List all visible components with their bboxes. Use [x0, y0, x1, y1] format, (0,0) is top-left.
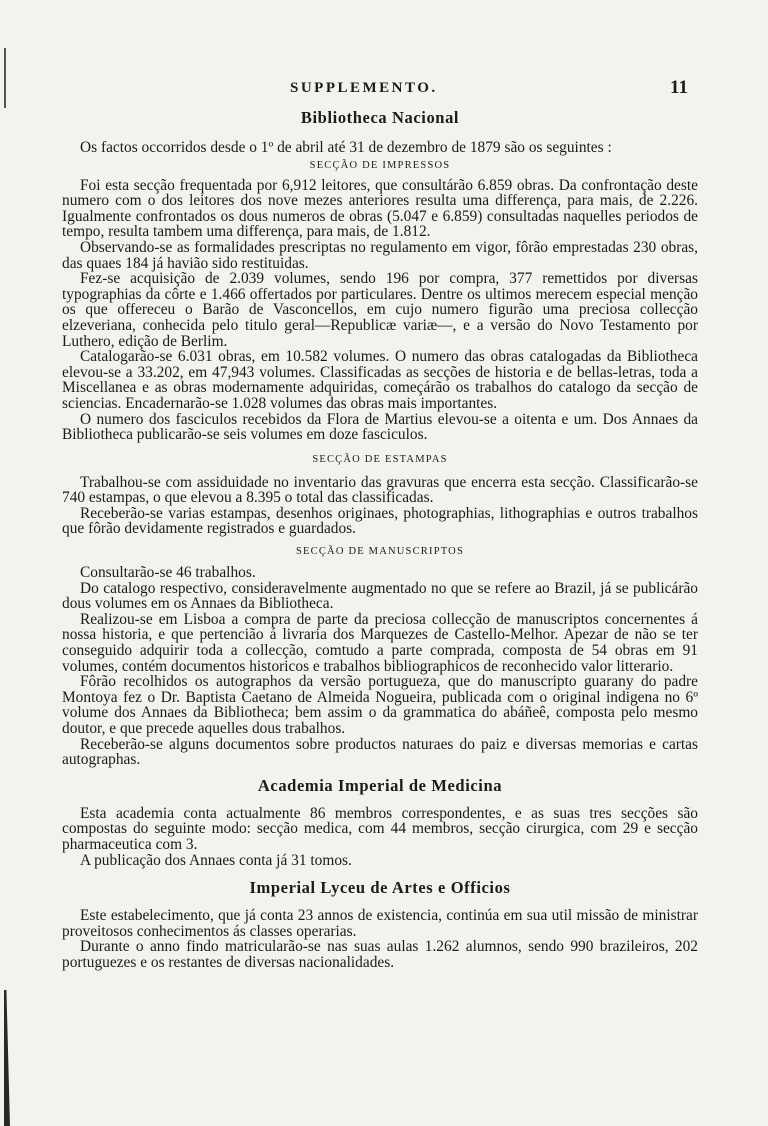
paragraph: Do catalogo respectivo, consideravelmente augmentado no que se refere ao Brazil, já se publicárão dous volumes em os Annaes da Bibliotheca.	[62, 579, 698, 613]
section-title-academia: Academia Imperial de Medicina	[257, 775, 503, 795]
running-header: SUPPLEMENTO.	[290, 80, 438, 96]
subheading-impressos: SECÇÃO DE IMPRESSOS	[309, 159, 451, 171]
paragraph: Observando-se as formalidades prescriptas no regulamento em vigor, fôrão emprestadas 230 obras, das quaes 184 já havião sido restituidas.	[62, 238, 698, 272]
section-bibliotheca-nacional	[62, 108, 698, 768]
page-number: 11	[670, 77, 688, 98]
paragraph: Receberão-se varias estampas, desenhos originaes, photographias, lithographias e outros trabalhos que fôrão devidamente registrados e guardados.	[62, 504, 698, 538]
binding-edge-mark-top	[4, 48, 6, 108]
page-content	[62, 108, 698, 971]
paragraph: Trabalhou-se com assiduidade no inventario das gravuras que encerra esta secção. Classificarão-se 740 estampas, o que elevou a 8.395 o total das classificadas.	[62, 473, 698, 507]
paragraph: Esta academia conta actualmente 86 membros correspondentes, e as suas tres secções são compostas do seguinte modo: secção medica, com 44 membros, secção cirurgica, com 29 e secção pharmaceutica com 3.	[62, 804, 698, 853]
paragraph: Consultarão-se 46 trabalhos.	[80, 564, 256, 582]
section-title-lyceu: Imperial Lyceu de Artes e Officios	[249, 878, 511, 898]
paragraph: Realizou-se em Lisboa a compra de parte da preciosa collecção de manuscriptos concernentes á nossa historia, e que pertencião á livraria dos Marquezes de Castello-Melhor. Apezar de não se ter conseguido adquirir toda a collecção, comtudo a parte comprada, composta de 54 obras em 91 volumes, contém documentos historicos e trabalhos bibliographicos de reconhecido valor litterario.	[62, 610, 698, 675]
paragraph: Catalogarão-se 6.031 obras, em 10.582 volumes. O numero das obras catalogadas da Bibliotheca elevou-se a 33.202, em 47,943 volumes. Classificadas as secções de historia e de bellas-letras, toda a Miscellanea e as obras modernamente adquiridas, começárão os trabalhos do catalogo da secção de sciencias. Encadernarão-se 1.028 volumes das obras mais importantes.	[62, 348, 698, 412]
section-title-bibliotheca: Bibliotheca Nacional	[300, 108, 460, 127]
paragraph: Fôrão recolhidos os autographos da versão portugueza, que do manuscripto guarany do padre Montoya fez o Dr. Baptista Caetano de Almeida Nogueira, publicada com o original indigena no 6º volume dos Annaes da Bibliotheca; bem assim o da grammatica do abáñeê, composta pelo mesmo doutor, e que precede aquelles dous trabalhos.	[62, 673, 698, 737]
paragraph: O numero dos fasciculos recebidos da Flora de Martius elevou-se a oitenta e um. Dos Annaes da Bibliotheca publicarão-se seis volumes em doze fasciculos.	[62, 410, 698, 444]
section-academia-imperial	[62, 776, 698, 868]
paragraph: Foi esta secção frequentada por 6,912 leitores, que consultárão 6.859 obras. Da confrontação deste numero com o dos leitores dos nove mezes anteriores resulta uma differença, para mais, de 2.226. Igualmente confrontados os dous numeros de obras (5.047 e 6.859) consultadas naquelles periodos de tempo, resulta tambem uma differença, para mais, de 1.812.	[62, 176, 698, 241]
paragraph: Receberão-se alguns documentos sobre productos naturaes do paiz e diversas memorias e cartas autographas.	[62, 735, 698, 769]
subheading-estampas: SECÇÃO DE ESTAMPAS	[312, 453, 448, 465]
subheading-manuscriptos: SECÇÃO DE MANUSCRIPTOS	[296, 546, 464, 558]
paragraph: Durante o anno findo matricularão-se nas suas aulas 1.262 alumnos, sendo 990 brazileiros, 202 portuguezes e os restantes de diversas nacionalidades.	[62, 938, 698, 971]
intro-paragraph: Os factos occorridos desde o 1º de abril até 31 de dezembro de 1879 são os seguintes :	[80, 139, 612, 156]
paragraph: A publicação dos Annaes conta já 31 tomos.	[80, 851, 352, 869]
paragraph: Este estabelecimento, que já conta 23 annos de existencia, continúa em sua util missão de ministrar proveitosos conhecimentos ás classes operarias.	[62, 907, 698, 940]
section-lyceu	[62, 878, 698, 970]
paragraph: Fez-se acquisição de 2.039 volumes, sendo 196 por compra, 377 remettidos por diversas typographias da côrte e 1.466 offertados por particulares. Dentre os ultimos merecem especial menção os que offereceu o Barão de Vasconcellos, em cujo numero figurão uma preciosa collecção elzeveriana, conhecida pelo titulo geral—Republicæ variæ—, e a versão do Novo Testamento por Luthero, edição de Berlim.	[62, 270, 698, 350]
binding-edge-mark-bottom	[4, 990, 10, 1126]
